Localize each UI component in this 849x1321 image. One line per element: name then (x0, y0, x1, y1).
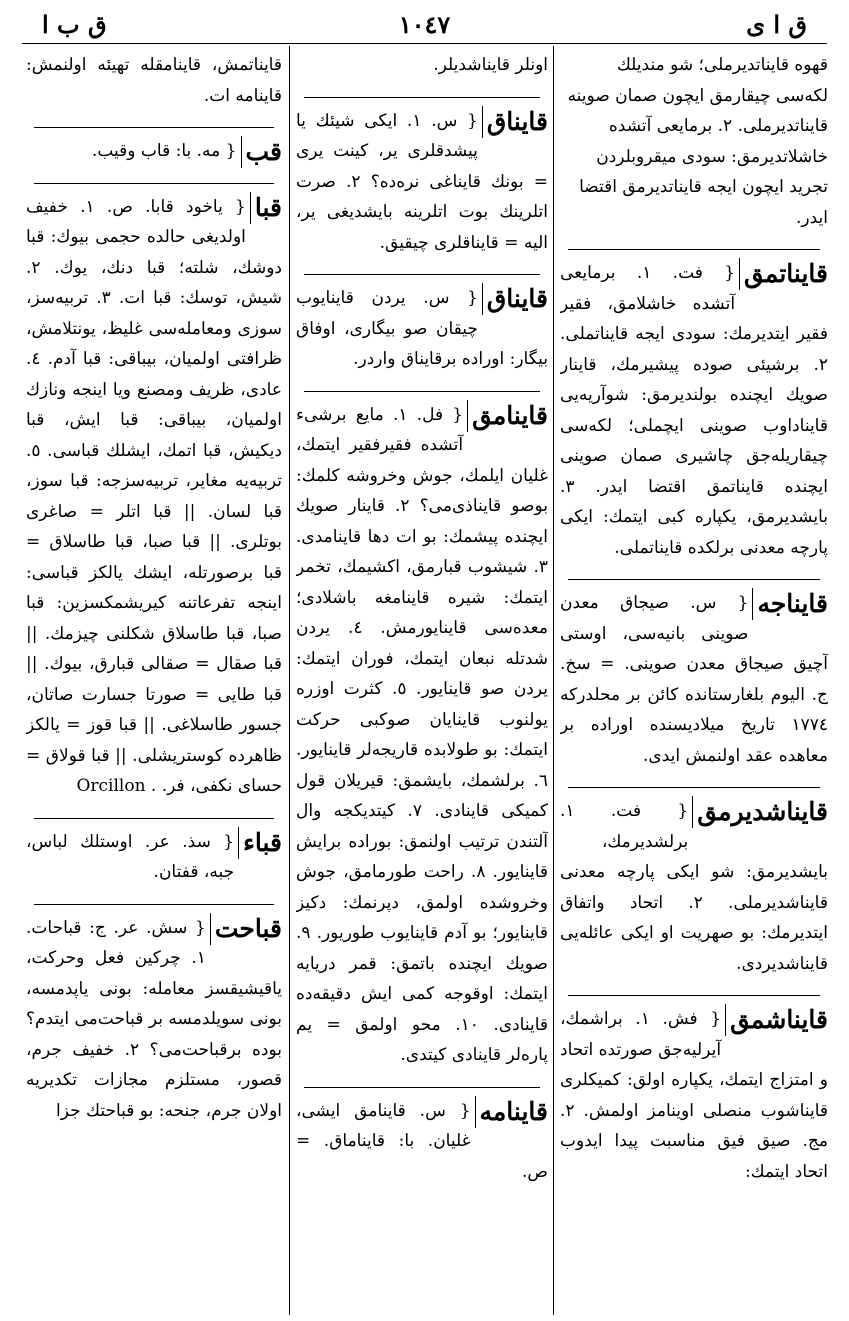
entry-text: { مه. با: قاب وقیب. (91, 141, 237, 161)
dictionary-entry (296, 400, 548, 1077)
entry-separator (304, 97, 540, 98)
column-left (26, 50, 282, 1313)
dictionary-entry (296, 1096, 548, 1194)
dictionary-entry (296, 106, 548, 265)
entry-text: { س. قاینامق ایشی، غلیان. با: قایناماق. = ص. (296, 1100, 548, 1182)
entry-headword: قباحت (210, 913, 282, 945)
dictionary-entry (26, 192, 282, 808)
entry-separator (304, 274, 540, 275)
entry-separator (568, 249, 820, 250)
entry-separator (304, 391, 540, 392)
entry-separator (34, 127, 274, 128)
dictionary-entry (560, 1004, 828, 1193)
latin-gloss: Orcillon . (76, 776, 157, 796)
entry-separator (568, 787, 820, 788)
entry-text: { س. ١. ایکی شیئك یا پیشدقلری یر، کینت یری = بونك قایناغی نره‌ده؟ ٢. صرت اتلرینك بوت اتلرینه بایشدیغی یر، الیه = قایناقلری چیقیق. (296, 110, 548, 253)
entry-text: { س. صیجاق معدن صوینی بانیه‌سی، اوستی آچیق صیجاق معدن صوینی. = سخ. ج. الیوم بلغارستانده کائن بر محلدرکه ١٧٧٤ تاریخ میلادیسنده اوراده بر معاهده عقد اولنمش ایدی. (560, 593, 828, 766)
entry-text: اونلر قایناشدیلر. (433, 55, 548, 75)
entry-separator (34, 904, 274, 905)
dictionary-entry (560, 796, 828, 985)
dictionary-entry (560, 258, 828, 569)
entry-text: { فت. ١. برلشدیرمك، بایشدیرمق: شو ایکی پارچه معدنی قایناشدیرملی. ٢. اتحاد واتفاق ایتدیرمك: بو صهریت او ایکی عائله‌یی قایناشدیردی. (560, 801, 828, 974)
entry-text: { یاخود قابا. ص. ١. خفیف اولدیغی حالده حجمی بیوك: قبا دوشك، شلته؛ قبا دنك، یوك. ٢. شیش، توسك: قبا ات. ٣. تربیه‌سز، سوزی ومعامله‌سی غلیظ، یونتلامش، ظرافتی اولمیان، بیباقی: قبا آدم. ٤. عادی، ظریف ومصنع ویا اینجه ونازك اولمیان، بیباقی: قبا ایش، قبا دیکیش، قبا اتمك، ایشلك قباسی. ٥. تربیه‌یه مغایر، تربیه‌سزجه: قبا سوز، قبا لسان. || قبا اتلر = صاغری بوتلری. || قبا صبا، قبا طاسلاق = قبا برصورتله، ایشك یالکز قباسی: اینجه تفرعاتنه کیریشمکسزین: قبا صبا، قبا طاسلاق شکلنی چیزمك. || قبا صقال = صقالی قبارق، بیوك. || قبا طایی = صورتا جسارت صاتان، جسور طاسلاغی. || قبا قوز = یالکز ظاهرده کوستریشلی. || قبا قولاق = حسای نکفی، فر. (26, 196, 282, 796)
column-right (560, 50, 828, 1313)
column-divider (289, 46, 290, 1315)
dictionary-entry (296, 50, 548, 87)
entry-headword: قایناق (482, 283, 548, 315)
header-left-guide-word: ق ب ا (42, 10, 107, 39)
dictionary-entry (26, 50, 282, 117)
dictionary-entry (26, 136, 282, 173)
entry-headword: قایناق (482, 106, 548, 138)
entry-headword: قاینامه (475, 1096, 548, 1128)
dictionary-entry (26, 913, 282, 1133)
column-middle (296, 50, 548, 1313)
page-header (20, 6, 829, 46)
dictionary-entry (296, 283, 548, 381)
entry-separator (34, 818, 274, 819)
entry-text: { فت. ١. برمایعی آتشده خاشلامق، فقیر فقیر ایتدیرمك: سودی ایجه قاینا‌تملی. ٢. برشیئی صوده پیشیرمك، قاینار صویك ایچنده بولندیرمق: شوآریه‌یی قایناداوب صوینی ایچملی؛ لکه‌سی چیقا‌ریله‌جق چاشیری صمان صوینی ایچنده قایناتمق اقتضا ایدر. ٣. بایشدیرمق، یکپاره کبی ایتمك: ایکی پارچه معدنی برلکده قایناتملی. (560, 263, 828, 558)
entry-headword: قاینامق (467, 400, 548, 432)
column-divider (553, 46, 554, 1315)
entry-text: قهوه قایناتدیرملی؛ شو مندیلك لکه‌سی چیقارمق ایچون صمان صوینه قایناتدیرملی. ٢. برمایعی آتشده خاشلاتدیرمق: سودی میقروبلردن تجرید ایچون ایجه قایناتدیرمق اقتضا ایدر. (567, 55, 828, 228)
entry-text: { س. یردن قاینایوب چیقان صو بیگاری، اوفاق بیگار: اوراده برقایناق واردر. (296, 288, 548, 369)
header-rule (22, 43, 827, 44)
entry-headword: قبا (250, 192, 282, 224)
entry-separator (568, 995, 820, 996)
dictionary-entry (26, 827, 282, 894)
entry-headword: قباء (238, 827, 282, 859)
entry-headword: قایناشدیرمق (692, 796, 828, 828)
header-right-guide-word: ق ا ی (746, 10, 807, 39)
dictionary-entry (560, 50, 828, 239)
dictionary-entry (560, 588, 828, 777)
entry-headword: قایناجه (752, 588, 828, 620)
entry-text: { سذ. عر. اوستلك لباس، جبه، قفتان. (26, 831, 235, 882)
entry-text: { فل. ١. مایع برشیء آتشده فقیرفقیر ایتمك، غلیان ایلمك، جوش وخروشه کلمك: بوصو قایناذی‌می؟ ٢. قاینار صویك ایچنده پیشمك: بو ات دها قاینامدی. ٣. شیشوب قبارمق، اکشیمك، تخمر ایتمك: شیره قاینامغه باشلادی؛ معده‌سی قاینایورمش. ٤. یردن شدتله نبعان ایتمك، فوران ایتمك: یردن صو قاینایور. ٥. کثرت اوزره یولنوب قاینایان صوکبی حرکت ایتمك: بو طولابده قاریجه‌لر قاینایور. ٦. برلشمك، بایشمق: قیریلان قول کمیکی قاینادی. ٧. کیتدیکجه وال آلتندن ترتیب اولنمق: بوراده برایش قاینایور. ٨. راحت طورمامق، جوش وخروشده اولمق، دپرنمك: دکیز قاینایور؛ بو آدم قاینایوب طوریور. ٩. صویك ایچنده باتمق: قمر دریایه ایتمك: اوقوجه کمی ایش دقیقه‌ده قاینادی. ١٠. محو اولمق = یم پاره‌لر قاینادی کیتدی. (296, 404, 548, 1065)
entry-text: قایناتمش، قاینامقله تهیئه اولنمش: قاینامه ات. (26, 55, 282, 106)
entry-separator (304, 1087, 540, 1088)
entry-headword: قب (241, 136, 283, 168)
entry-headword: قایناشمق (725, 1004, 828, 1036)
entry-text: { سش. عر. ج: قباحات. ١. چرکین فعل وحرکت، یاقیشیقسز معامله: بونی یاپدمسه، بونی سویلدمسه بر قباحت‌می ایتدم؟ بوده برقباحت‌می؟ ٢. خفیف جرم، قصور، مستلزم مجازات تکدیریه اولان جرم، جنحه: بو قباحتك جزا (26, 917, 282, 1121)
page-number: ١٠٤٧ (398, 10, 451, 39)
entry-headword: قایناتمق (739, 258, 828, 290)
entry-separator (568, 579, 820, 580)
entry-text: { فش. ١. براشمك، آیرلیه‌جق صورتده اتحاد و امتزاج ایتمك، یکپاره اولق: کمیکلری قایناشوب منصلی اوینامز اولمش. ٢. مج. صیق فیق مناسبت پیدا ایدوب اتحاد ایتمك: (560, 1009, 828, 1182)
entry-separator (34, 183, 274, 184)
